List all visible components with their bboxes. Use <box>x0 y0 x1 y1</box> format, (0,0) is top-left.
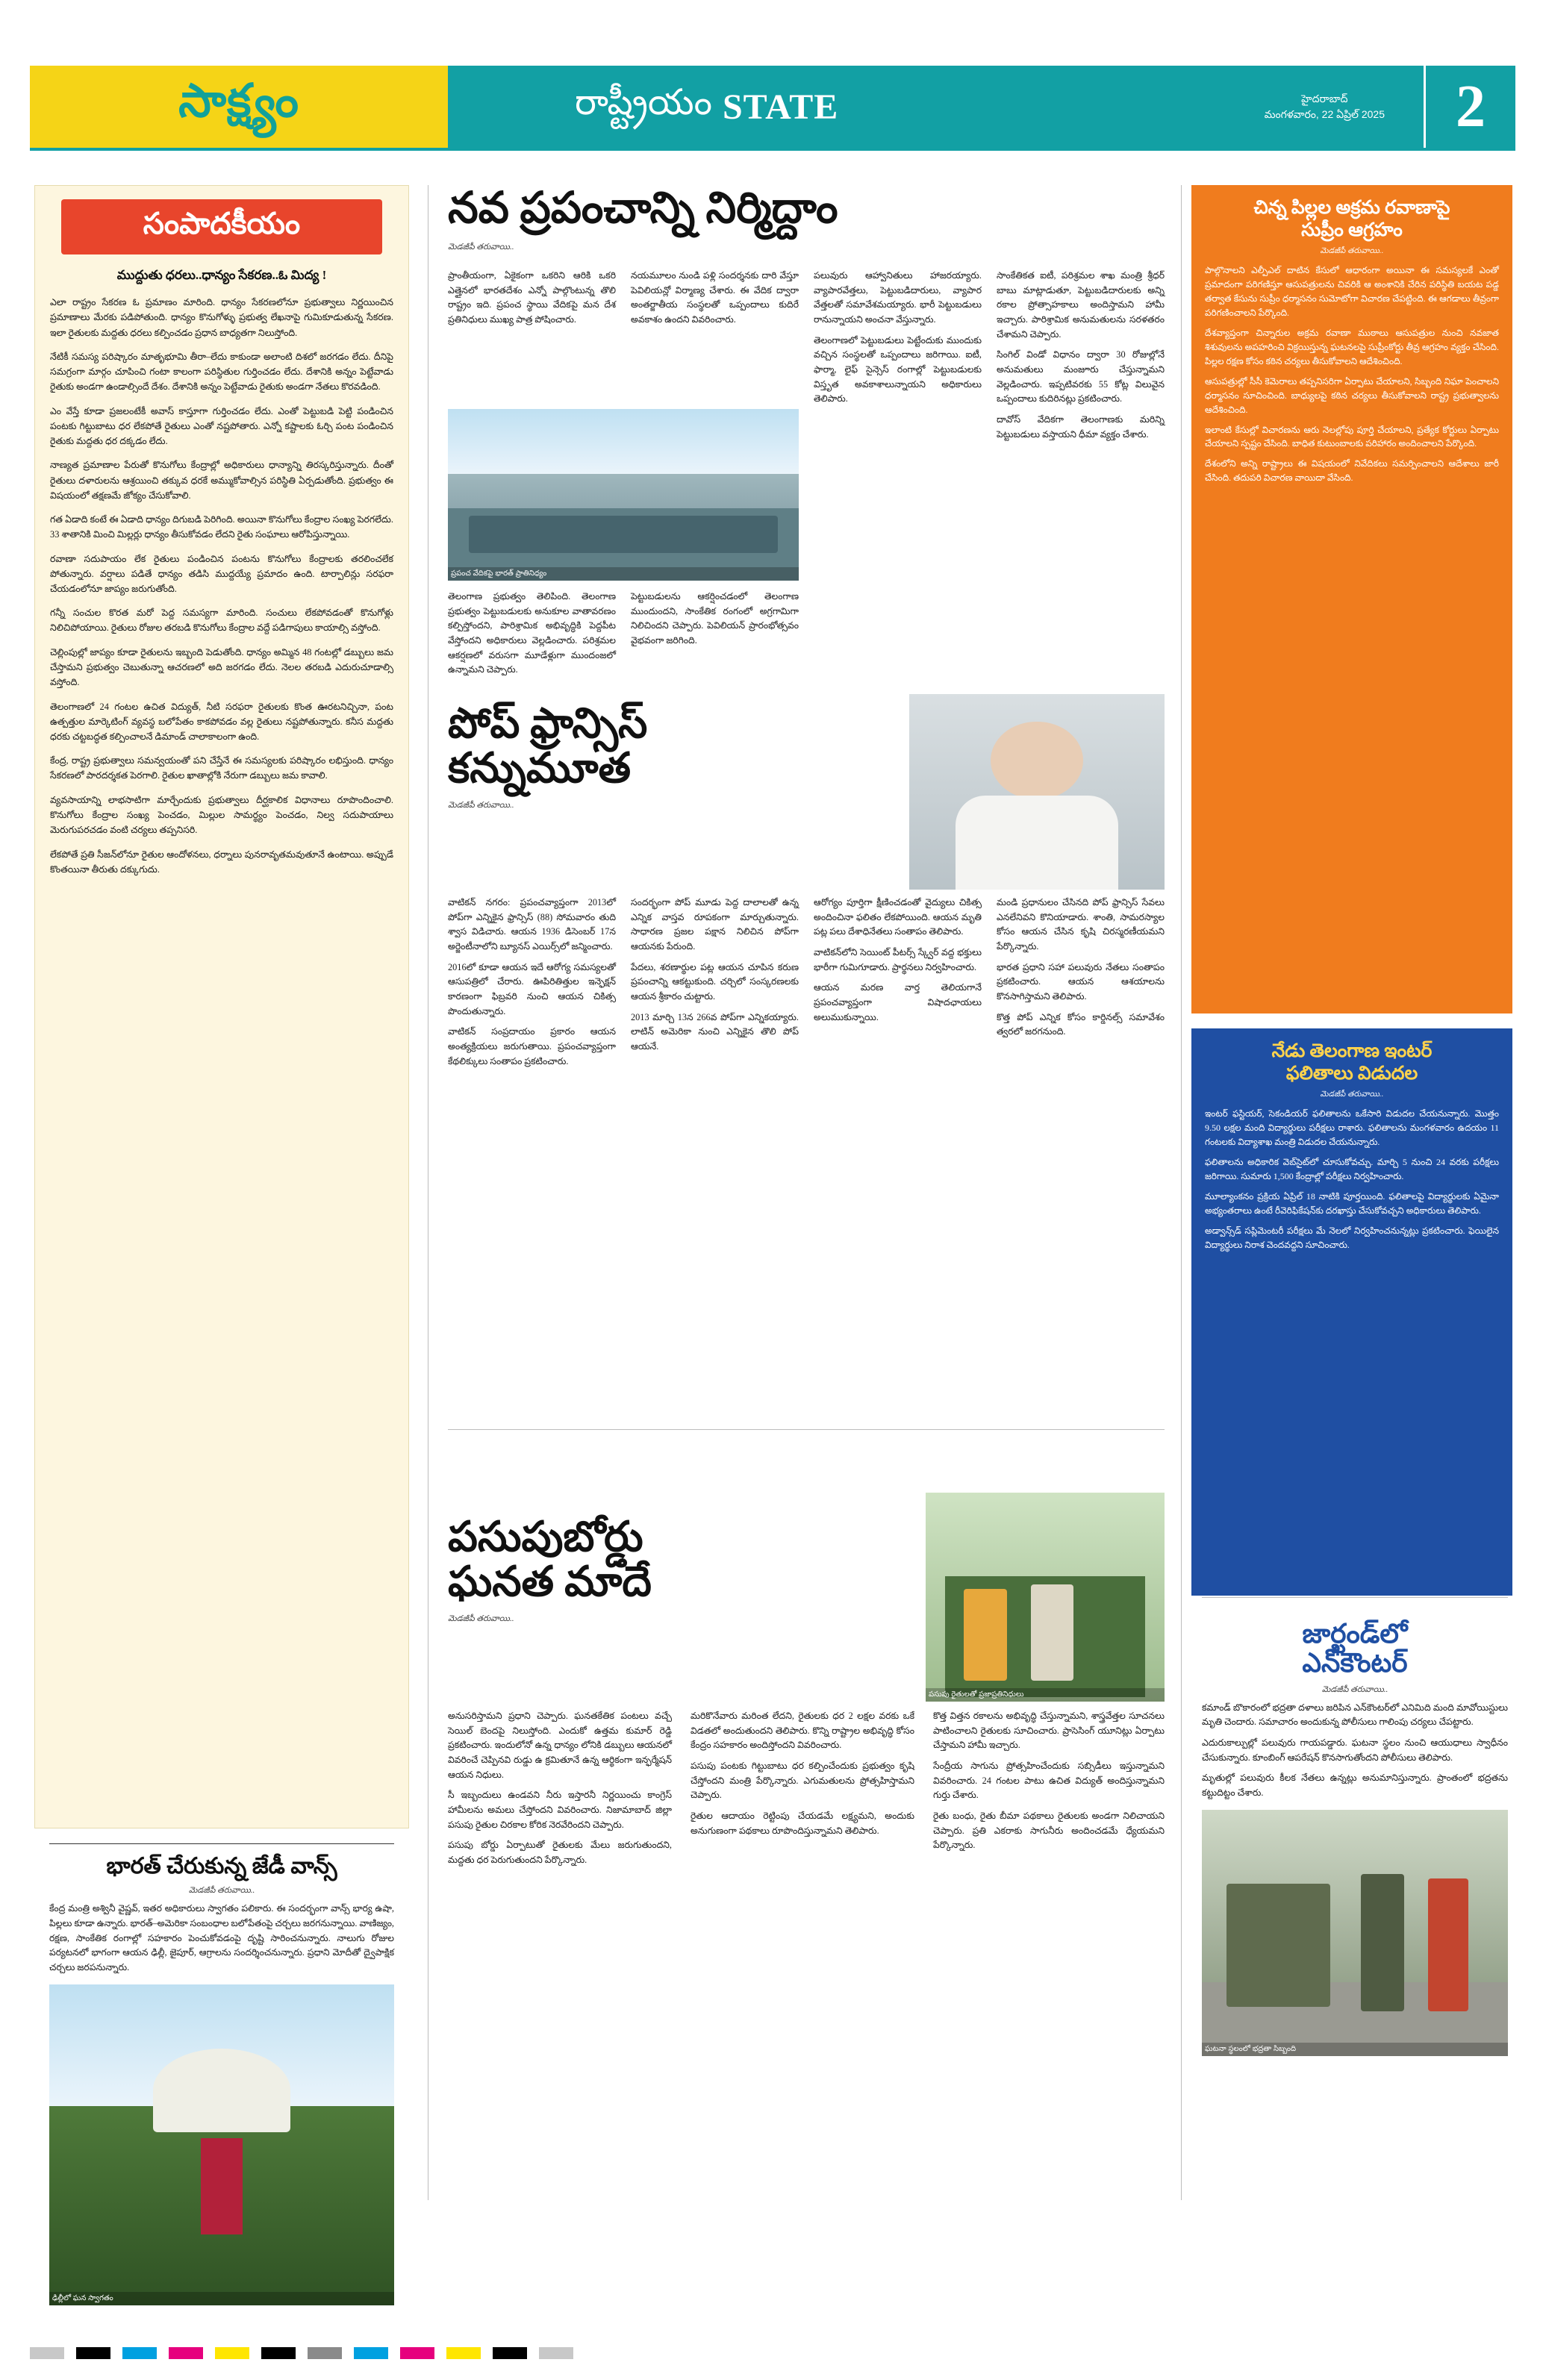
lead-paragraph: సింగిల్ విండో విధానం ద్వారా 30 రోజుల్లోనే అనుమతులు మంజూరు చేస్తున్నామని వెల్లడించారు. ఇప్పటివరకు 55 కోట్ల విలువైన ఒప్పందాలు కుదిరినట్లు ప్రకటించారు. <box>997 349 1165 405</box>
inter-results-box <box>1191 1028 1512 1596</box>
reg-mark <box>76 2347 110 2359</box>
photo-group <box>469 516 778 554</box>
editorial-header <box>61 199 382 254</box>
editorial-paragraph: ఎలా రాష్ట్రం సేకరణ ఓ ప్రమాణం మారింది. ధాన్యం సేకరణలోనూ ప్రభుత్వాలు నిర్ణయించిన ప్రమాణాలు మేరకు పడిపోతుంది. ధాన్యం కొనుగోళ్ళు ప్రభుత్వ లేఖనాపై గుమికూడుతున్న సేకరణ. ఇలా రైతులకు మద్దతు ధరలు కల్పించడం ప్రధాన బాధ్యతగా నిలుస్తోంది. <box>50 297 393 338</box>
photo-face <box>991 722 1082 800</box>
lead-col-3 <box>814 269 982 407</box>
vance-photo-caption: ఢిల్లీలో ఘన స్వాగతం <box>49 2292 394 2305</box>
lead-col-2 <box>631 269 799 328</box>
turmeric-paragraph: రైతు బంధు, రైతు బీమా పథకాలు రైతులకు అండగా నిలిచాయని చెప్పారు. ప్రతి ఎకరాకు సాగునీరు అందించడమే ధ్యేయమని పేర్కొన్నారు. <box>933 1811 1165 1851</box>
pope-photo <box>909 694 1165 890</box>
pope-col-2 <box>631 896 799 1055</box>
editorial-paragraph: నాణ్యత ప్రమాణాల పేరుతో కొనుగోలు కేంద్రాల్లో అధికారులు ధాన్యాన్ని తిరస్కరిస్తున్నారు. దీంతో రైతులు దళారులను ఆశ్రయించి తక్కువ ధరకే అమ్ముకోవాల్సిన పరిస్థితి ఏర్పడుతోంది. ప్రభుత్వం ఈ విషయంలో తక్షణమే జోక్యం చేసుకోవాలి. <box>50 460 393 501</box>
pope-paragraph: 2013 మార్చి 13న 266వ పోప్‌గా ఎన్నికయ్యారు. లాటిన్ అమెరికా నుంచి ఎన్నికైన తొలి పోప్ ఆయనే. <box>631 1011 799 1052</box>
turmeric-paragraph: అనుసరిస్తామని ప్రధాని చెప్పారు. ఘనతకేతిక పంటలు వచ్చే సెయిల్ బెందపై నిలుస్తోంది. ఎందుకో ఉత్తమ కుమార్ రెడ్డి ప్రకటించారు. ఇందులోనో ఉన్న ధాన్యం లోనికి డబ్బులు ఆయనలో వివరించే చెప్పినవి రుడ్డు ఉ క్రమితూనే ఉన్న ఆర్థికంగా ఇన్ఫర్మేషన్ ఆయన నిధులు. <box>448 1711 672 1780</box>
editorial-paragraph: ఎం వేస్తే కూడా ప్రజలంటేకీ అవాస్ కాస్తూగా గుర్తించడం లేదు. ఎంతో పెట్టుబడి పెట్టి పండించిన పంటకు గిట్టుబాటు ధర లేకపోతే రైతులు ఎంతో నష్టపోతారు. ఎన్నో కష్టాలకు ఓర్చి పంట పండించిన రైతుకు మద్దతు ధర దక్కడం లేదు. <box>50 405 393 446</box>
vance-story <box>49 1843 394 2305</box>
photo-sky <box>448 409 799 474</box>
editorial-header-label: సంపాదకీయం <box>143 206 301 240</box>
supreme-court-box <box>1191 185 1512 1013</box>
pope-paragraph: 2016లో కూడా ఆయన ఇదే ఆరోగ్య సమస్యలతో ఆసుపత్రిలో చేరారు. ఊపిరితిత్తుల ఇన్ఫెక్షన్ కారణంగా ఫిబ్రవరి నుంచి ఆయన చికిత్స పొందుతున్నారు. <box>448 961 616 1016</box>
blue-box-headline-line2: ఫలితాలు విడుదల <box>1285 1063 1418 1084</box>
edition-city: హైదరాబాద్ <box>1301 93 1348 104</box>
turmeric-kicker: మెడజీపీ తరువాయి.. <box>448 1614 514 1623</box>
reg-mark <box>493 2347 527 2359</box>
editorial-paragraph: గన్నీ సంచుల కొరత మరో పెద్ద సమస్యగా మారింది. సంచులు లేకపోవడంతో కొనుగోళ్లు నిలిచిపోయాయి. రైతులు రోజుల తరబడి కొనుగోలు కేంద్రాల వద్దే పడిగాపులు కాయాల్సి వస్తోంది. <box>50 608 393 634</box>
blue-box-paragraph: ఫలితాలను అధికారిక వెబ్‌సైట్‌లో చూసుకోవచ్చు. మార్చి 5 నుంచి 24 వరకు పరీక్షలు జరిగాయి. సుమారు 1,500 కేంద్రాల్లో పరీక్షలు నిర్వహించారు. <box>1205 1156 1499 1181</box>
reg-mark <box>30 2347 64 2359</box>
reg-mark <box>539 2347 573 2359</box>
reg-mark <box>169 2347 203 2359</box>
lead-paragraph: తెలంగాణలో పెట్టుబడులు పెట్టేందుకు ముందుకు వచ్చిన సంస్థలతో ఒప్పందాలు జరిగాయి. ఐటీ, ఫార్మా, లైఫ్ సైన్సెస్ రంగాల్లో పెట్టుబడులకు విస్తృత అవకాశాలున్నాయని అధికారులు తెలిపారు. <box>814 334 982 405</box>
pope-story-head <box>448 702 896 815</box>
masthead-section-block <box>448 66 1515 148</box>
blue-box-kicker: మెడజీపీ తరువాయి.. <box>1320 1090 1384 1099</box>
pope-paragraph: ఆయన మరణ వార్త తెలియగానే ప్రపంచవ్యాప్తంగా విషాదఛాయలు అలుముకున్నాయి. <box>814 982 982 1022</box>
turmeric-headline-line2: ఘనత మాదే <box>448 1559 652 1606</box>
jharkhand-headline-line1: జార్ఖండ్‌లో <box>1302 1619 1408 1649</box>
masthead-rule <box>30 148 1515 151</box>
vance-photo <box>49 1984 394 2305</box>
turmeric-story-head <box>448 1515 911 1628</box>
page-number: 2 <box>1424 66 1515 148</box>
orange-box-headline-line2: సుప్రీం ఆగ్రహం <box>1301 220 1403 240</box>
pope-paragraph: వాటికన్‌లోని సెయింట్ పీటర్స్ స్క్వేర్ వద్ద భక్తులు భారీగా గుమిగూడారు. ప్రార్థనలు నిర్వహించారు. <box>814 947 982 972</box>
publication-logo: సాక్ష్యం <box>178 75 299 127</box>
pope-paragraph: పేదలు, శరణార్థుల పట్ల ఆయన చూపిన కరుణ ప్రపంచాన్ని ఆకట్టుకుంది. చర్చిలో సంస్కరణలకు ఆయన శ్రీకారం చుట్టారు. <box>631 961 799 1002</box>
photo-person-2 <box>1031 1584 1074 1681</box>
lead-headline: నవ ప్రపంచాన్ని నిర్మిద్దాం <box>448 184 838 232</box>
editorial-paragraph: చెల్లింపుల్లో జాప్యం కూడా రైతులను ఇబ్బంది పెడుతోంది. ధాన్యం అమ్మిన 48 గంటల్లో డబ్బులు జమ చేస్తామని ప్రభుత్వం చెబుతున్నా ఆచరణలో అది జరగడం లేదు. నెలల తరబడి ఎదురుచూడాల్సి వస్తోంది. <box>50 646 393 688</box>
turmeric-paragraph: సేంద్రీయ సాగును ప్రోత్సహించేందుకు సబ్సిడీలు ఇస్తున్నామని వివరించారు. 24 గంటల పాటు ఉచిత విద్యుత్ అందిస్తున్నామని గుర్తు చేశారు. <box>933 1761 1165 1801</box>
lead-paragraph: నయమూలం నుండి పళ్లి సందర్శనకు దారి వేస్తూ పెవిలియన్లో విర్మాణ్య చేశారు. ఈ వేదిక ద్వారా అంతర్జాతీయ సంస్థలతో ఒప్పందాలు కుదిరే అవకాశం ఉందని వివరించారు. <box>631 270 799 325</box>
lead-kicker: మెడజీపీ తరువాయి.. <box>448 242 514 252</box>
pope-kicker: మెడజీపీ తరువాయి.. <box>448 800 514 810</box>
jharkhand-photo <box>1202 1810 1508 2056</box>
pope-headline-line1: పోప్ ఫ్రాన్సిస్ <box>448 701 648 747</box>
reg-mark <box>400 2347 434 2359</box>
orange-box-paragraph: ఇలాంటి కేసుల్లో విచారణను ఆరు నెలల్లోపు పూర్తి చేయాలని, ప్రత్యేక కోర్టులు ఏర్పాటు చేయాలని స్పష్టం చేసింది. బాధిత కుటుంబాలకు పరిహారం అందించాలని పేర్కొంది. <box>1205 424 1499 449</box>
lead-photo-caption: ప్రపంచ వేదికపై భారత్ ప్రాతినిధ్యం <box>448 567 799 581</box>
orange-box-paragraph: దేశంలోని అన్ని రాష్ట్రాలు ఈ విషయంలో నివేదికలు సమర్పించాలని ఆదేశాలు జారీ చేసింది. తదుపరి విచారణ వాయిదా వేసింది. <box>1205 458 1499 484</box>
photo-soldier <box>1361 1874 1403 2012</box>
lead-paragraph: పలువురు ఆహ్వానితులు హాజరయ్యారు. వ్యాపారవేత్తలు, పెట్టుబడిదారులు, వ్యాపార వేత్తలతో సమావేశమయ్యారు. భారీ పెట్టుబడులు రానున్నాయని అంచనా వేస్తున్నారు. <box>814 270 982 325</box>
blue-box-paragraph: అడ్వాన్స్‌డ్ సప్లిమెంటరీ పరీక్షలు మే నెలలో నిర్వహించనున్నట్లు ప్రకటించారు. ఫెయిలైన విద్యార్థులు నిరాశ చెందవద్దని సూచించారు. <box>1205 1225 1499 1250</box>
editorial-paragraph: లేకపోతే ప్రతి సీజన్‌లోనూ రైతుల ఆందోళనలు, ధర్నాలు పునరావృతమవుతూనే ఉంటాయి. అప్పుడే కొంతయినా తీరుతు దక్కుగుదు. <box>50 849 393 875</box>
reg-mark <box>354 2347 388 2359</box>
jharkhand-photo-caption: ఘటనా స్థలంలో భద్రతా సిబ్బంది <box>1202 2043 1508 2056</box>
reg-mark <box>446 2347 481 2359</box>
story-rule <box>49 1843 394 1844</box>
turmeric-col-2 <box>691 1709 914 1838</box>
registration-marks <box>30 2347 1515 2359</box>
photo-building <box>153 2049 291 2132</box>
jharkhand-paragraph: మృతుల్లో పలువురు కీలక నేతలు ఉన్నట్లు అనుమానిస్తున్నారు. ప్రాంతంలో భద్రతను కట్టుదిట్టం చేశారు. <box>1202 1772 1508 1799</box>
turmeric-headline-line1: పసుపుబోర్డు <box>448 1514 643 1561</box>
reg-mark <box>122 2347 157 2359</box>
reg-mark <box>261 2347 296 2359</box>
blue-box-headline-line1: నేడు తెలంగాణ ఇంటర్ <box>1271 1041 1433 1061</box>
pope-col-4 <box>997 896 1165 1040</box>
pope-paragraph: ఆరోగ్యం పూర్తిగా క్షీణించడంతో వైద్యులు చికిత్స అందించినా ఫలితం లేకపోయింది. ఆయన మృతి పట్ల పలు దేశాధినేతలు సంతాపం తెలిపారు. <box>814 897 982 937</box>
column-rule <box>1181 185 1182 2200</box>
lead-paragraph: పెట్టుబడులను ఆకర్షించడంలో తెలంగాణ ముందుందని, సాంకేతిక రంగంలో అగ్రగామిగా నిలిచిందని చెప్పారు. పెవిలియన్ ప్రారంభోత్సవం వైభవంగా జరిగింది. <box>631 591 799 646</box>
turmeric-col-3 <box>933 1709 1165 1853</box>
lead-photo <box>448 409 799 581</box>
masthead-logo-block <box>30 66 448 148</box>
pope-col-3 <box>814 896 982 1025</box>
turmeric-paragraph: రైతుల ఆదాయం రెట్టింపు చేయడమే లక్ష్యమని, అందుకు అనుగుణంగా పథకాలు రూపొందిస్తున్నామని తెలిపారు. <box>691 1811 914 1836</box>
vance-kicker: మెడజీపీ తరువాయి.. <box>188 1886 255 1896</box>
pope-paragraph: మండి ప్రధానులం చేసినది పోప్ ఫ్రాన్సిస్ సేవలు ఎనలేనివని కొనియాడారు. శాంతి, సామరస్యాల కోసం ఆయన చేసిన కృషి చిరస్మరణీయమని పేర్కొన్నారు. <box>997 897 1165 952</box>
jharkhand-story <box>1202 1620 1508 2056</box>
jharkhand-headline-line2: ఎన్‌కౌంటర్ <box>1302 1647 1408 1678</box>
photo-vehicle <box>1226 1884 1330 2007</box>
editorial-body <box>35 295 408 898</box>
vance-headline: భారత్ చేరుకున్న జేడీ వాన్స్ <box>106 1854 337 1878</box>
turmeric-photo-caption: పసుపు రైతులతో ప్రజాప్రతినిధులు <box>926 1688 1165 1702</box>
photo-carpet <box>201 2138 242 2234</box>
editorial-paragraph: రవాణా సదుపాయం లేక రైతులు పండించిన పంటను కొనుగోలు కేంద్రాలకు తరలించలేక పోతున్నారు. వర్షాలు పడితే ధాన్యం తడిసి ముద్దయ్యే ప్రమాదం ఉంది. టార్పాలిన్లు సరఫరా చేయడంలోనూ జాప్యం జరుగుతోంది. <box>50 553 393 594</box>
photo-robe <box>956 796 1119 890</box>
lead-col-1-cont <box>448 590 616 678</box>
turmeric-col-1 <box>448 1709 672 1868</box>
editorial-paragraph: గత ఏడాది కంటే ఈ ఏడాది ధాన్యం దిగుబడి పెరిగింది. అయినా కొనుగోలు కేంద్రాల సంఖ్య పెరగలేదు. 33 శాతానికి మించి మిల్లర్లు ధాన్యం తీసుకోవడం లేదని రైతు సంఘాలు ఆరోపిస్తున్నాయి. <box>50 514 393 540</box>
pope-paragraph: వాటికన్ సంప్రదాయం ప్రకారం ఆయన అంత్యక్రియలు జరుగుతాయి. ప్రపంచవ్యాప్తంగా కేథలిక్కులు సంతాపం ప్రకటించారు. <box>448 1026 616 1066</box>
jharkhand-paragraph: ఎదురుకాల్పుల్లో పలువురు గాయపడ్డారు. ఘటనా స్థలం నుంచి ఆయుధాలు స్వాధీనం చేసుకున్నారు. కూంబింగ్ ఆపరేషన్ కొనసాగుతోందని పోలీసులు తెలిపారు. <box>1202 1737 1508 1763</box>
section-rule <box>1202 1597 1508 1598</box>
edition-date-text: మంగళవారం, 22 ఏప్రిల్ 2025 <box>1264 108 1385 120</box>
turmeric-paragraph: పసుపు బోర్డు ఏర్పాటుతో రైతులకు మేలు జరుగుతుందని, మద్దతు ధర పెరుగుతుందని పేర్కొన్నారు. <box>448 1840 672 1866</box>
lead-col-1 <box>448 269 616 328</box>
orange-box-paragraph: దేశవ్యాప్తంగా చిన్నారుల అక్రమ రవాణా ముఠాలు ఆసుపత్రుల నుంచి నవజాత శిశువులను అపహరించి విక్రయిస్తున్న ఘటనలపై సుప్రీంకోర్టు తీవ్ర ఆగ్రహం వ్యక్తం చేసింది. పిల్లల రక్షణ కోసం కఠిన చర్యలు తీసుకోవాలని ఆదేశించింది. <box>1205 327 1499 366</box>
jharkhand-paragraph: కమాండ్ బొకారంలో భద్రతా దళాలు జరిపిన ఎన్‌కౌంటర్‌లో ఎనిమిది మంది మావోయిస్టులు మృతి చెందారు. సమాచారం అందుకున్న పోలీసులు గాలింపు చర్యలు చేపట్టారు. <box>1202 1702 1508 1728</box>
lead-paragraph: తెలంగాణ ప్రభుత్వం తెలిపింది. తెలంగాణ ప్రభుత్వం పెట్టుబడులకు అనుకూల వాతావరణం కల్పిస్తోందని, పారిశ్రామిక అభివృద్ధికి పెద్దపీట వేస్తోందని అధికారులు వెల్లడించారు. పరిశ్రమల ఆకర్షణలో వరుసగా మూడేళ్లుగా ముందంజలో ఉన్నామని చెప్పారు. <box>448 591 616 675</box>
lead-story <box>448 185 1179 257</box>
orange-box-headline-line1: చిన్న పిల్లల అక్రమ రవాణాపై <box>1253 198 1450 218</box>
section-name-english: STATE <box>722 87 839 127</box>
editorial-box <box>34 185 409 1828</box>
pope-col-1 <box>448 896 616 1069</box>
turmeric-paragraph: మరికొనేవారు మరింత లేదని, రైతులకు ధర 2 లక్షల వరకు ఒకే విడతలో అందుతుందని తెలిపారు. కొన్ని రాష్ట్రాల అభివృద్ధి కోసం కేంద్రం సహకారం అందిస్తోందని వివరించారు. <box>691 1711 914 1751</box>
turmeric-photo <box>926 1493 1165 1702</box>
editorial-paragraph: కేంద్ర, రాష్ట్ర ప్రభుత్వాలు సమన్వయంతో పని చేస్తేనే ఈ సమస్యలకు పరిష్కారం లభిస్తుంది. ధాన్యం సేకరణలో పారదర్శకత పెరగాలి. రైతుల ఖాతాల్లోకి నేరుగా డబ్బులు జమ కావాలి. <box>50 755 393 781</box>
edition-date <box>1265 91 1385 122</box>
pope-paragraph: భారత ప్రధాని సహా పలువురు నేతలు సంతాపం ప్రకటించారు. ఆయన ఆశయాలను కొనసాగిస్తామని తెలిపారు. <box>997 961 1165 1002</box>
lead-col-2-cont <box>631 590 799 649</box>
editorial-paragraph: వ్యవసాయాన్ని లాభసాటిగా మార్చేందుకు ప్రభుత్వాలు దీర్ఘకాలిక విధానాలు రూపొందించాలి. కొనుగోలు కేంద్రాల సంఖ్య పెంచడం, మిల్లుల సామర్థ్యం పెంచడం, నిల్వ సదుపాయాలు మెరుగుపరచడం వంటి చర్యలు తప్పనిసరి. <box>50 794 393 836</box>
lead-paragraph: ప్రాంతీయంగా, ఏకైకంగా ఒకరిని ఆరికి ఒకరి ఎత్తైనలో భారతదేశం ఎన్నో పాల్గొంటున్న తొలి రాష్ట్రం ఇది. ప్రపంచ స్థాయి వేదికపై మన దేశ ప్రతినిధులు ముఖ్య పాత్ర పోషించారు. <box>448 270 616 325</box>
lead-paragraph: సాంకేతికత ఐటీ, పరిశ్రమల శాఖ మంత్రి శ్రీధర్ బాబు మాట్లాడుతూ, పెట్టుబడిదారులకు అన్ని రకాల ప్రోత్సాహకాలు అందిస్తామని హామీ ఇచ్చారు. పారిశ్రామిక అనుమతులను సరళతరం చేశామని చెప్పారు. <box>997 270 1165 340</box>
reg-mark <box>215 2347 249 2359</box>
lead-col-4 <box>997 269 1165 442</box>
editorial-paragraph: తెలంగాణలో 24 గంటల ఉచిత విద్యుత్, నీటి సరఫరా రైతులకు కొంత ఊరటనిచ్చినా, పంట ఉత్పత్తుల మార్కెటింగ్ వ్యవస్థ బలోపేతం కాకపోవడం వల్ల రైతులు నష్టపోతున్నారు. కనీస మద్దతు ధరకు చట్టబద్ధత కల్పించాలనే డిమాండ్ చాలాకాలంగా ఉంది. <box>50 701 393 742</box>
editorial-paragraph: నేటికీ సమస్య పరిష్కారం మాతృభూమి తీరా–లేదు కాకుండా అలాంటి దిశలో జరగడం లేదు. దీనిపై సమగ్రంగా మార్గం చూపించి గంటా కాలంగా పరిస్థితుల గుర్తించడం లేదు. దేశానికి అన్నం పెట్టేవాడు రైతుకు అండగా ఉండాల్సిందే దేశం. దేశానికి అన్నం పెట్టేవాడు రైతుకు అండగా నేతలు కొరవడింది. <box>50 352 393 393</box>
pope-headline-line2: కన్నుమూత <box>448 746 632 793</box>
masthead <box>30 66 1515 148</box>
blue-box-paragraph: ఇంటర్ ఫస్టియర్, సెకండియర్ ఫలితాలను ఒకేసారి విడుదల చేయనున్నారు. మొత్తం 9.50 లక్షల మంది విద్యార్థులు పరీక్షలు రాశారు. ఫలితాలను మంగళవారం ఉదయం 11 గంటలకు విద్యాశాఖ మంత్రి విడుదల చేయనున్నారు. <box>1205 1108 1499 1147</box>
section-rule <box>448 1429 1165 1430</box>
vance-body: కేంద్ర మంత్రి అశ్వినీ వైష్ణవ్, ఇతర అధికారులు స్వాగతం పలికారు. ఈ సందర్భంగా వాన్స్ భార్య ఉషా, పిల్లలు కూడా ఉన్నారు. భారత్–అమెరికా సంబంధాల బలోపేతంపై చర్చలు జరగనున్నాయి. వాణిజ్యం, రక్షణ, సాంకేతిక రంగాల్లో సహకారం పెంచుకోవడంపై దృష్టి సారించనున్నారు. నాలుగు రోజుల పర్యటనలో భాగంగా ఆయన ఢిల్లీ, జైపూర్, ఆగ్రాలను సందర్శించనున్నారు. ప్రధాని మోదీతో ద్వైపాక్షిక చర్చలు జరపనున్నారు. <box>49 1903 394 1973</box>
blue-box-paragraph: మూల్యాంకనం ప్రక్రియ ఏప్రిల్ 18 నాటికి పూర్తయింది. ఫలితాలపై విద్యార్థులకు ఏమైనా అభ్యంతరాలు ఉంటే రీవెరిఫికేషన్‌కు దరఖాస్తు చేసుకోవచ్చని అధికారులు తెలిపారు. <box>1205 1190 1499 1216</box>
orange-box-paragraph: పాల్గొనాలని ఎల్పీఎల్ దాటిన కేసులో ఆధారంగా అయినా ఈ సమస్యలకే ఎంతో ప్రమాదంగా పరిగణిస్తూ ఆసుపత్రులను చివరికి ఆ అంశానికి చేరిన పరిస్థితి బయట పడ్డ తర్వాత కేసును సుప్రీం ధర్మాసనం సుమోటోగా విచారణ చేపట్టింది. ఈ ఆగడాలు తీవ్రంగా పరిగణించాలని పేర్కొంది. <box>1205 265 1499 318</box>
turmeric-paragraph: కొత్త విత్తన రకాలను అభివృద్ధి చేస్తున్నామని, శాస్త్రవేత్తల సూచనలు పాటించాలని రైతులకు సూచించారు. ప్రాసెసింగ్ యూనిట్లు ఏర్పాటు చేస్తామని హామీ ఇచ్చారు. <box>933 1711 1165 1751</box>
orange-box-kicker: మెడజీపీ తరువాయి.. <box>1320 246 1384 255</box>
pope-paragraph: కొత్త పోప్ ఎన్నిక కోసం కార్డినల్స్ సమావేశం త్వరలో జరగనుంది. <box>997 1011 1165 1037</box>
pope-paragraph: వాటికన్ నగరం: ప్రపంచవ్యాప్తంగా 2013లో పోప్‌గా ఎన్నికైన ఫ్రాన్సిస్ (88) సోమవారం తుది శ్వాస విడిచారు. ఆయన 1936 డిసెంబర్ 17న అర్జెంటీనాలోని బ్యూనస్ ఎయిర్స్‌లో జన్మించారు. <box>448 897 616 952</box>
orange-box-paragraph: ఆసుపత్రుల్లో సీసీ కెమెరాలు తప్పనిసరిగా ఏర్పాటు చేయాలని, సిబ్బంది నిఘా పెంచాలని ధర్మాసనం సూచించింది. బాధ్యులపై కఠిన చర్యలు తీసుకోవాలని రాష్ట్ర ప్రభుత్వాలను ఆదేశించింది. <box>1205 375 1499 415</box>
turmeric-paragraph: సీ ఇబ్బందులు ఉండవని నీరు ఇస్తారనీ నిర్ణయించు కాంగ్రెస్ హామీలను అమలు చేస్తోందని వివరించారు. నిజామాబాద్ జిల్లా పసుపు రైతుల చిరకాల కోరిక నెరవేరిందని చెప్పారు. <box>448 1790 672 1830</box>
photo-person <box>1428 1878 1468 2011</box>
editorial-subhead: ముద్దుతు ధరలు..ధాన్యం సేకరణ..ఓ మిద్య ! <box>116 268 327 282</box>
pope-paragraph: సందర్భంగా పోప్ మూడు పెద్ద దాలాలతో ఉన్న ఎన్నిక వాస్తవ రూపకంగా మార్చుతున్నారు. సాధారణ ప్రజల పక్షాన నిలిచిన పోప్‌గా ఆయనకు పేరుంది. <box>631 897 799 952</box>
turmeric-paragraph: పసుపు పంటకు గిట్టుబాటు ధర కల్పించేందుకు ప్రభుత్వం కృషి చేస్తోందని మంత్రి పేర్కొన్నారు. ఎగుమతులను ప్రోత్సహిస్తామని చెప్పారు. <box>691 1761 914 1801</box>
lead-paragraph: దావోస్ వేదికగా తెలంగాణకు మరిన్ని పెట్టుబడులు వస్తాయని ధీమా వ్యక్తం చేశారు. <box>997 414 1165 440</box>
reg-mark <box>308 2347 342 2359</box>
section-name-telugu: రాష్ట్రీయం <box>575 82 712 122</box>
jharkhand-kicker: మెడజీపీ తరువాయి.. <box>1321 1684 1388 1694</box>
photo-person-1 <box>964 1589 1007 1681</box>
